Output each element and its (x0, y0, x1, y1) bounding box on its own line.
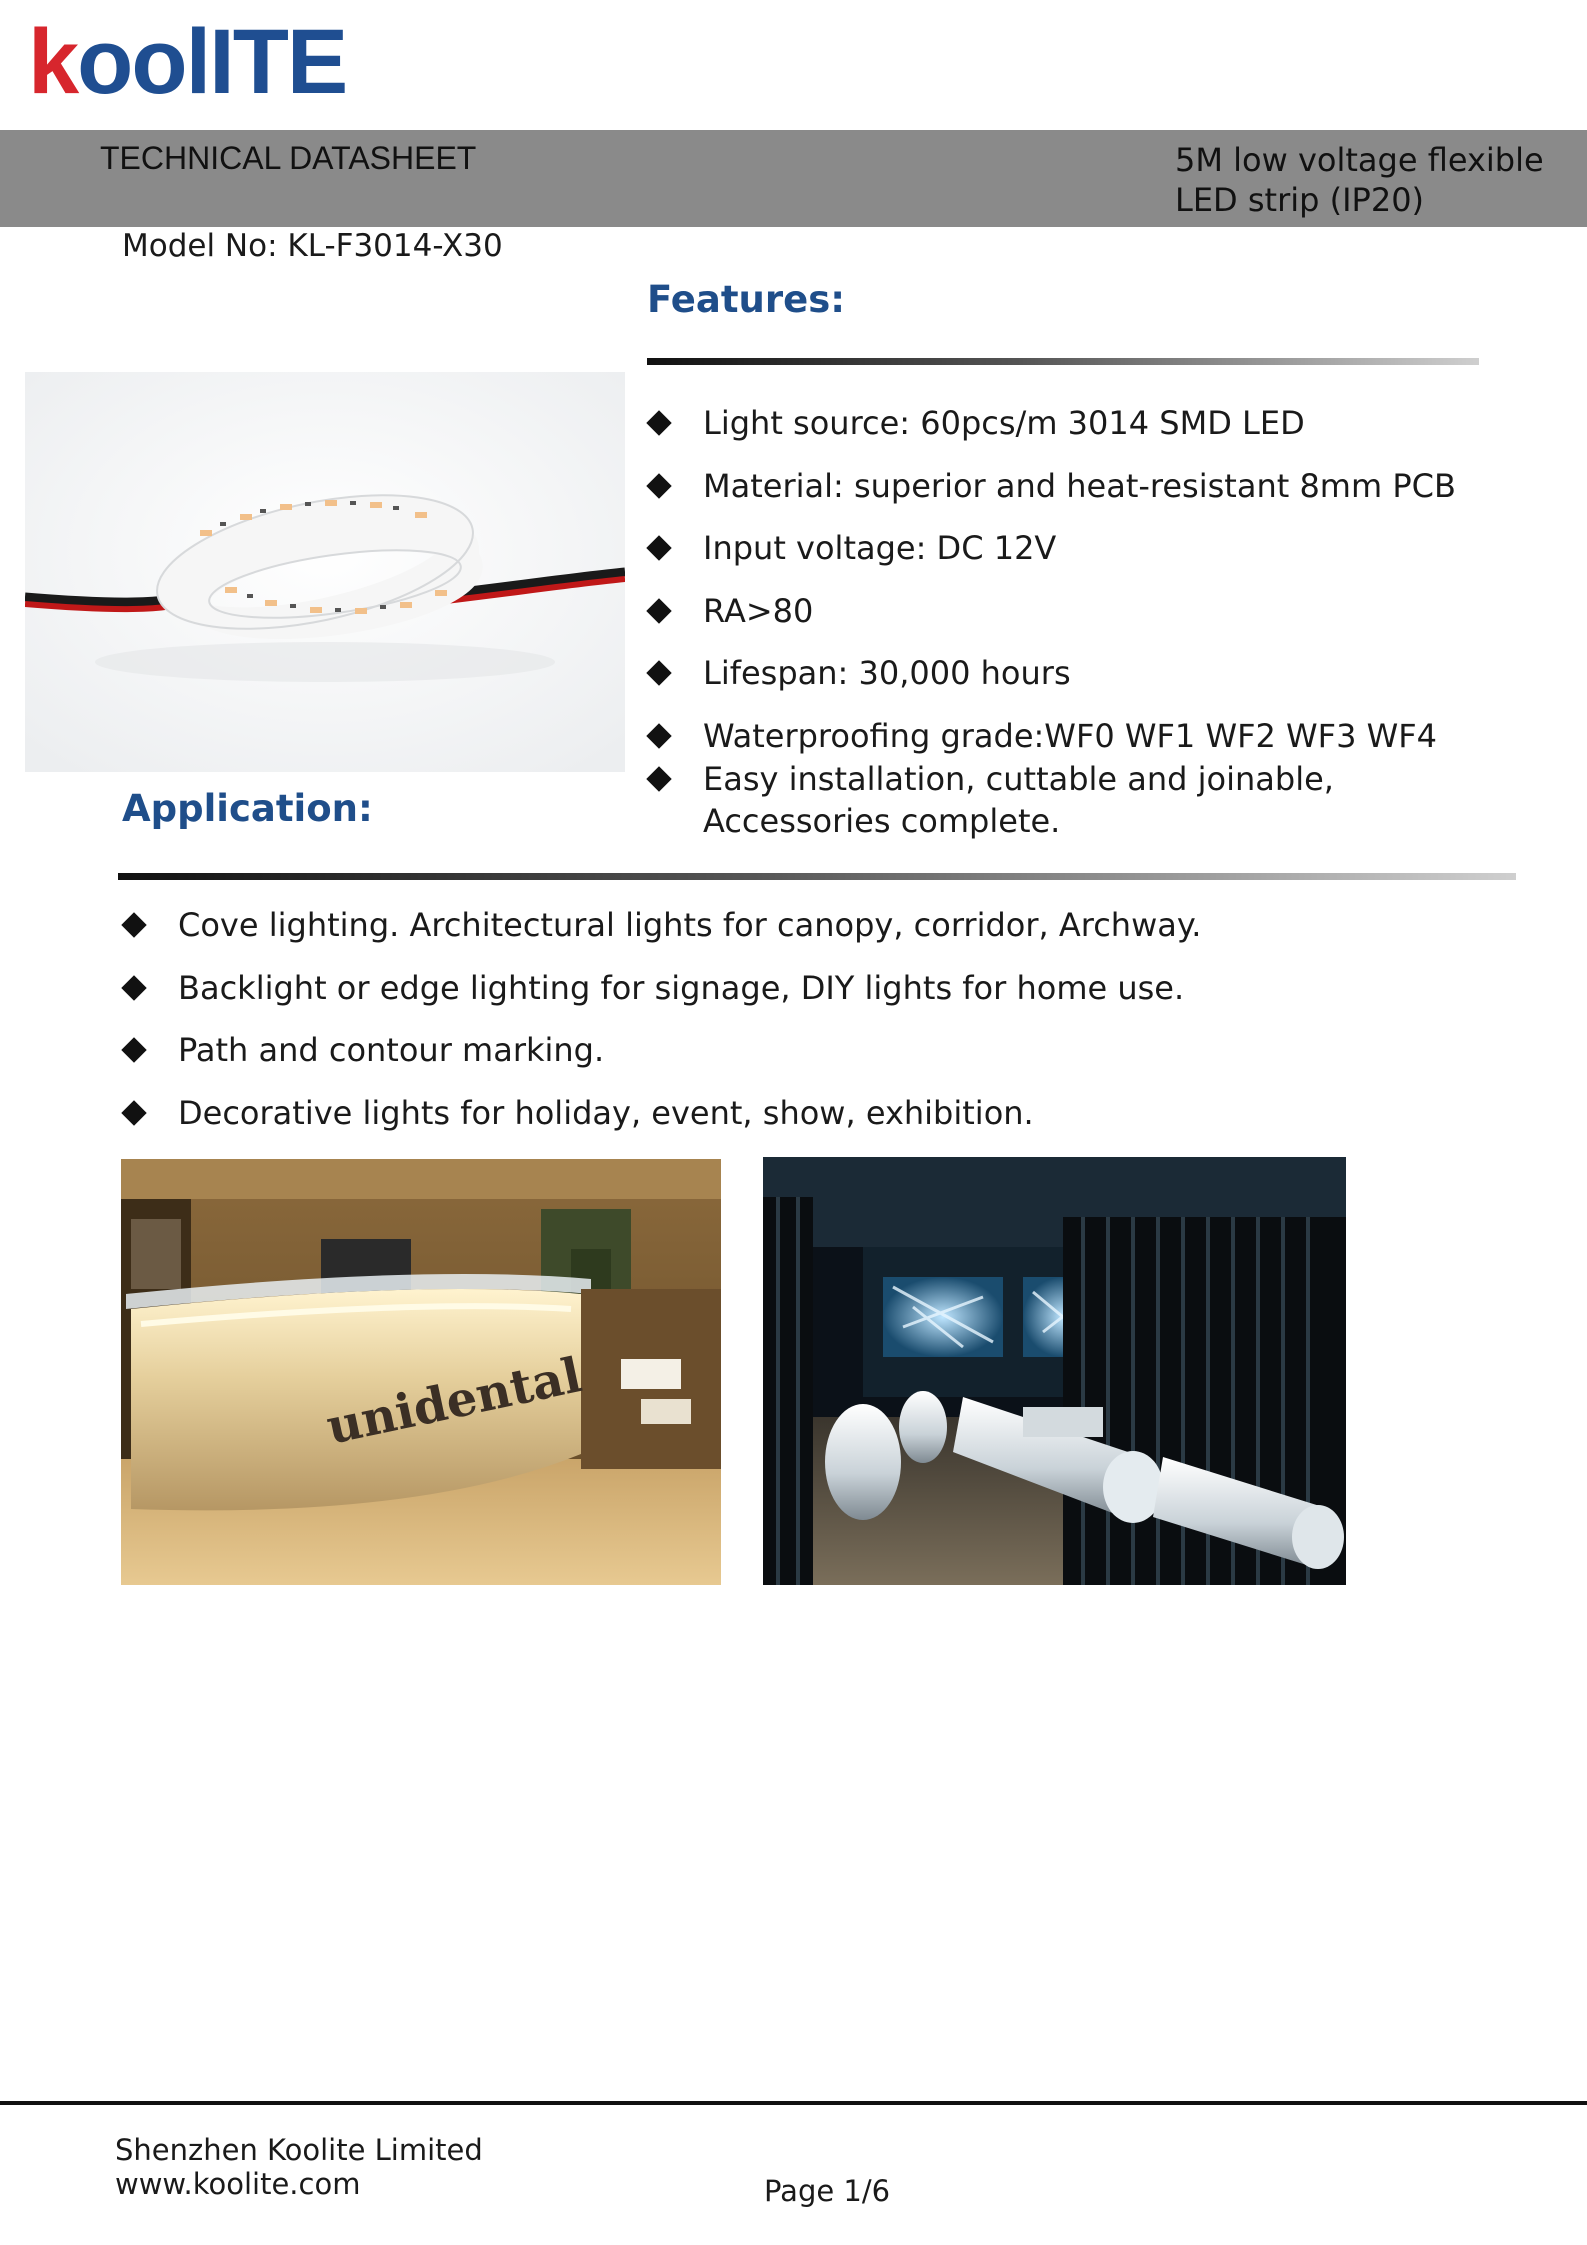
logo-wordmark: oolITE (77, 11, 347, 113)
logo-letter-k: k (28, 11, 78, 113)
list-item: Path and contour marking. (122, 1019, 1201, 1082)
features-divider (647, 358, 1479, 365)
features-list (647, 392, 1456, 767)
diamond-bullet-icon (121, 1100, 146, 1125)
brand-logo (28, 11, 347, 113)
document-title: TECHNICAL DATASHEET (100, 140, 477, 176)
list-item: Decorative lights for holiday, event, show, exhibition. (122, 1082, 1201, 1145)
diamond-bullet-icon (121, 912, 146, 937)
application-list (122, 894, 1201, 1144)
list-item: Backlight or edge lighting for signage, DIY lights for home use. (122, 957, 1201, 1020)
corridor-photo (763, 1157, 1346, 1585)
reception-sign-text: unidental (321, 1347, 587, 1456)
diamond-bullet-icon (121, 975, 146, 1000)
diamond-bullet-icon (646, 598, 671, 623)
company-website[interactable]: www.koolite.com (115, 2167, 361, 2201)
list-item: Waterproofing grade:WF0 WF1 WF2 WF3 WF4 (647, 705, 1456, 768)
diamond-bullet-icon (121, 1037, 146, 1062)
footer-company-info (115, 2133, 483, 2201)
diamond-bullet-icon (646, 766, 671, 791)
list-item: Easy installation, cuttable and joinable, Accessories complete. (647, 758, 1334, 842)
diamond-bullet-icon (646, 535, 671, 560)
product-name-line2: LED strip (IP20) (1175, 181, 1425, 219)
diamond-bullet-icon (646, 473, 671, 498)
application-divider (118, 873, 1516, 880)
features-title: Features: (647, 278, 846, 321)
product-name-line1: 5M low voltage flexible (1175, 141, 1544, 179)
list-item: Material: superior and heat-resistant 8mm PCB (647, 455, 1456, 518)
header-bar (0, 130, 1587, 227)
list-item: Cove lighting. Architectural lights for canopy, corridor, Archway. (122, 894, 1201, 957)
list-item: Input voltage: DC 12V (647, 517, 1456, 580)
diamond-bullet-icon (646, 723, 671, 748)
diamond-bullet-icon (646, 660, 671, 685)
features-list-continued (647, 758, 1334, 842)
led-strip-photo (25, 372, 625, 772)
company-name: Shenzhen Koolite Limited (115, 2133, 483, 2167)
diamond-bullet-icon (646, 410, 671, 435)
reception-desk-photo (121, 1159, 721, 1585)
footer-divider (0, 2101, 1587, 2105)
product-name (1175, 140, 1575, 220)
model-number: Model No: KL-F3014-X30 (122, 228, 503, 264)
list-item: RA>80 (647, 580, 1456, 643)
list-item: Lifespan: 30,000 hours (647, 642, 1456, 705)
page-number: Page 1/6 (764, 2174, 891, 2208)
application-title: Application: (122, 787, 373, 830)
list-item: Light source: 60pcs/m 3014 SMD LED (647, 392, 1456, 455)
